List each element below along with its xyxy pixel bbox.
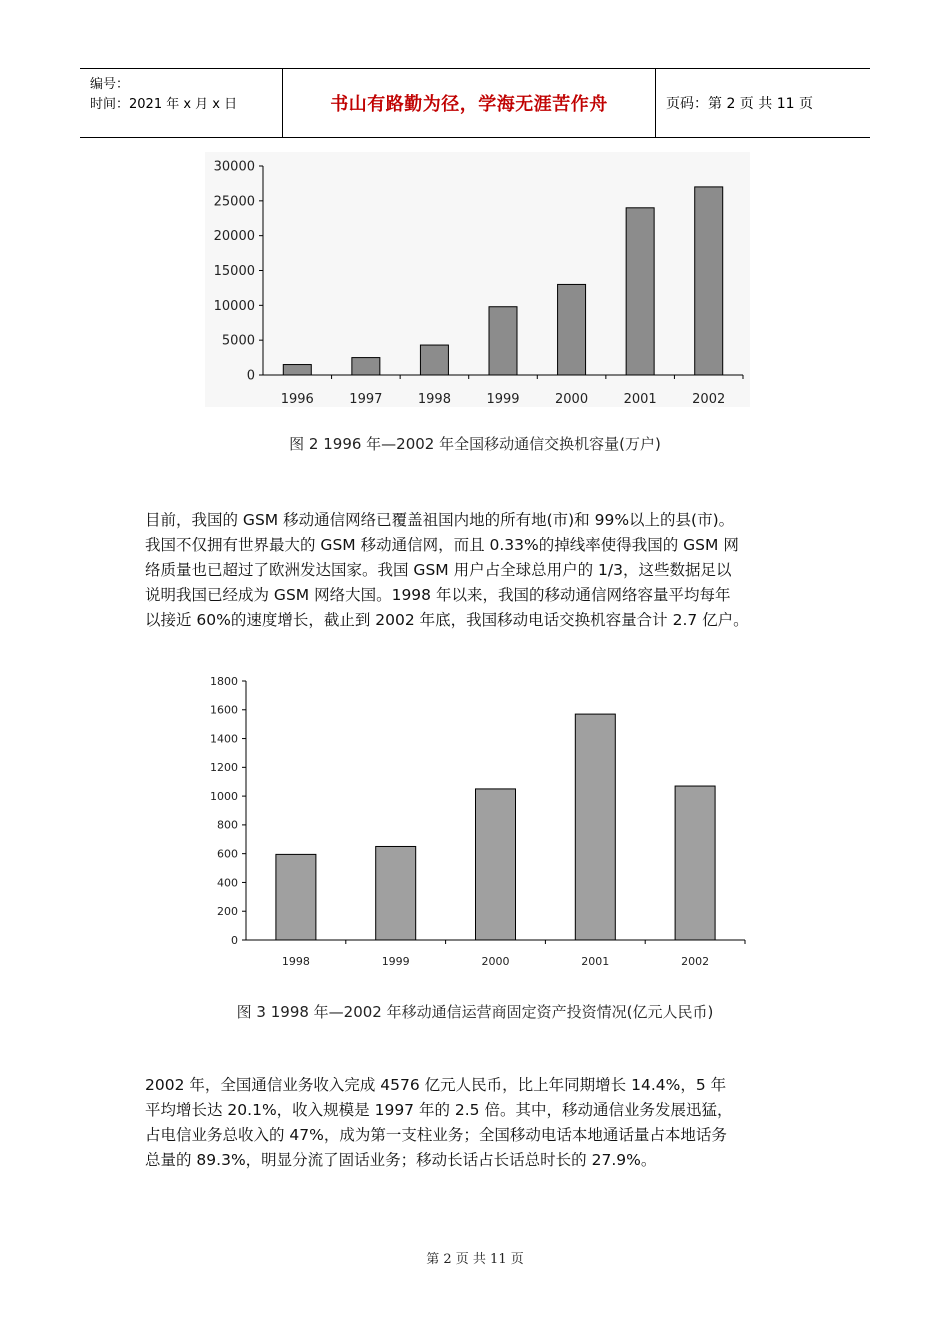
number-label: 编号：: [90, 77, 130, 92]
y-tick-label: 15000: [213, 264, 255, 280]
y-tick-label: 1200: [210, 761, 238, 775]
bar: [675, 786, 715, 940]
chart-fixed-asset-investment: [190, 668, 760, 978]
y-tick-label: 400: [217, 876, 238, 890]
page-header: [80, 68, 870, 138]
y-tick-label: 800: [217, 818, 238, 832]
x-tick-label: 2000: [481, 955, 510, 968]
x-tick-label: 1999: [486, 392, 520, 407]
y-tick-label: 1400: [210, 732, 238, 746]
bar: [575, 714, 615, 940]
y-tick-label: 0: [231, 933, 238, 947]
paragraph-2: [145, 1073, 817, 1173]
y-tick-label: 5000: [221, 333, 255, 349]
header-motto: 书山有路勤为径，学海无涯苦作舟: [282, 69, 656, 137]
chart-switch-capacity: [195, 148, 755, 413]
y-tick-label: 1600: [210, 703, 238, 717]
paragraph-2-line: 平均增长达 20.1%，收入规模是 1997 年的 2.5 倍。其中，移动通信业务发展迅猛，: [145, 1101, 733, 1119]
bar: [352, 358, 380, 375]
figure-2-caption: 图 2 1996 年—2002 年全国移动通信交换机容量(万户): [289, 435, 661, 453]
bar: [376, 846, 416, 940]
x-tick-label: 1997: [349, 392, 383, 407]
chart-switch-capacity-svg: [195, 148, 755, 413]
x-tick-label: 2002: [681, 955, 710, 968]
y-tick-label: 600: [217, 847, 238, 861]
paragraph-1-line: 我国不仅拥有世界最大的 GSM 移动通信网，而且 0.33%的掉线率使得我国的 GSM 网: [145, 536, 739, 554]
paragraph-1: [145, 508, 817, 633]
x-tick-label: 1998: [417, 392, 451, 407]
figure-3-caption: 图 3 1998 年—2002 年移动通信运营商固定资产投资情况(亿元人民币): [236, 1003, 714, 1021]
y-tick-label: 30000: [213, 159, 255, 175]
bar: [626, 208, 654, 375]
x-tick-label: 1998: [281, 955, 310, 968]
bar: [489, 307, 517, 375]
header-page-info: 页码：第 2 页 共 11 页: [666, 96, 813, 112]
x-tick-label: 2001: [581, 955, 610, 968]
paragraph-1-line: 目前，我国的 GSM 移动通信网络已覆盖祖国内地的所有地(市)和 99%以上的县(市)。: [145, 511, 735, 529]
bar: [276, 854, 316, 940]
paragraph-2-line: 2002 年，全国通信业务收入完成 4576 亿元人民币，比上年同期增长 14.4%，5 年: [145, 1076, 727, 1094]
paragraph-1-line: 说明我国已经成为 GSM 网络大国。1998 年以来，我国的移动通信网络容量平均每年: [145, 586, 731, 604]
x-tick-label: 2001: [623, 392, 657, 407]
bar: [695, 187, 723, 375]
bar: [558, 284, 586, 375]
y-tick-label: 0: [246, 368, 255, 384]
x-tick-label: 2002: [692, 392, 726, 407]
y-tick-label: 20000: [213, 229, 255, 245]
paragraph-2-line: 总量的 89.3%，明显分流了固话业务；移动长话占长话总时长的 27.9%。: [145, 1151, 657, 1169]
x-tick-label: 1999: [381, 955, 410, 968]
y-tick-label: 25000: [213, 194, 255, 210]
x-tick-label: 1996: [280, 392, 314, 407]
y-tick-label: 200: [217, 905, 238, 919]
bar: [283, 365, 311, 375]
bar: [476, 789, 516, 940]
chart-fixed-asset-investment-svg: [190, 668, 760, 978]
page-footer: 第 2 页 共 11 页: [426, 1252, 524, 1267]
y-tick-label: 1800: [210, 674, 238, 688]
time-label: 时间：2021 年 x 月 x 日: [90, 97, 238, 112]
header-meta: [80, 69, 282, 137]
paragraph-2-line: 占电信业务总收入的 47%，成为第一支柱业务；全国移动电话本地通话量占本地话务: [145, 1126, 727, 1144]
paragraph-1-line: 以接近 60%的速度增长，截止到 2002 年底，我国移动电话交换机容量合计 2.7 亿户。: [145, 611, 749, 629]
x-tick-label: 2000: [555, 392, 589, 407]
paragraph-1-line: 络质量也已超过了欧洲发达国家。我国 GSM 用户占全球总用户的 1/3，这些数据足以: [145, 561, 732, 579]
bar: [420, 345, 448, 375]
y-tick-label: 10000: [213, 298, 255, 314]
y-tick-label: 1000: [210, 789, 238, 803]
